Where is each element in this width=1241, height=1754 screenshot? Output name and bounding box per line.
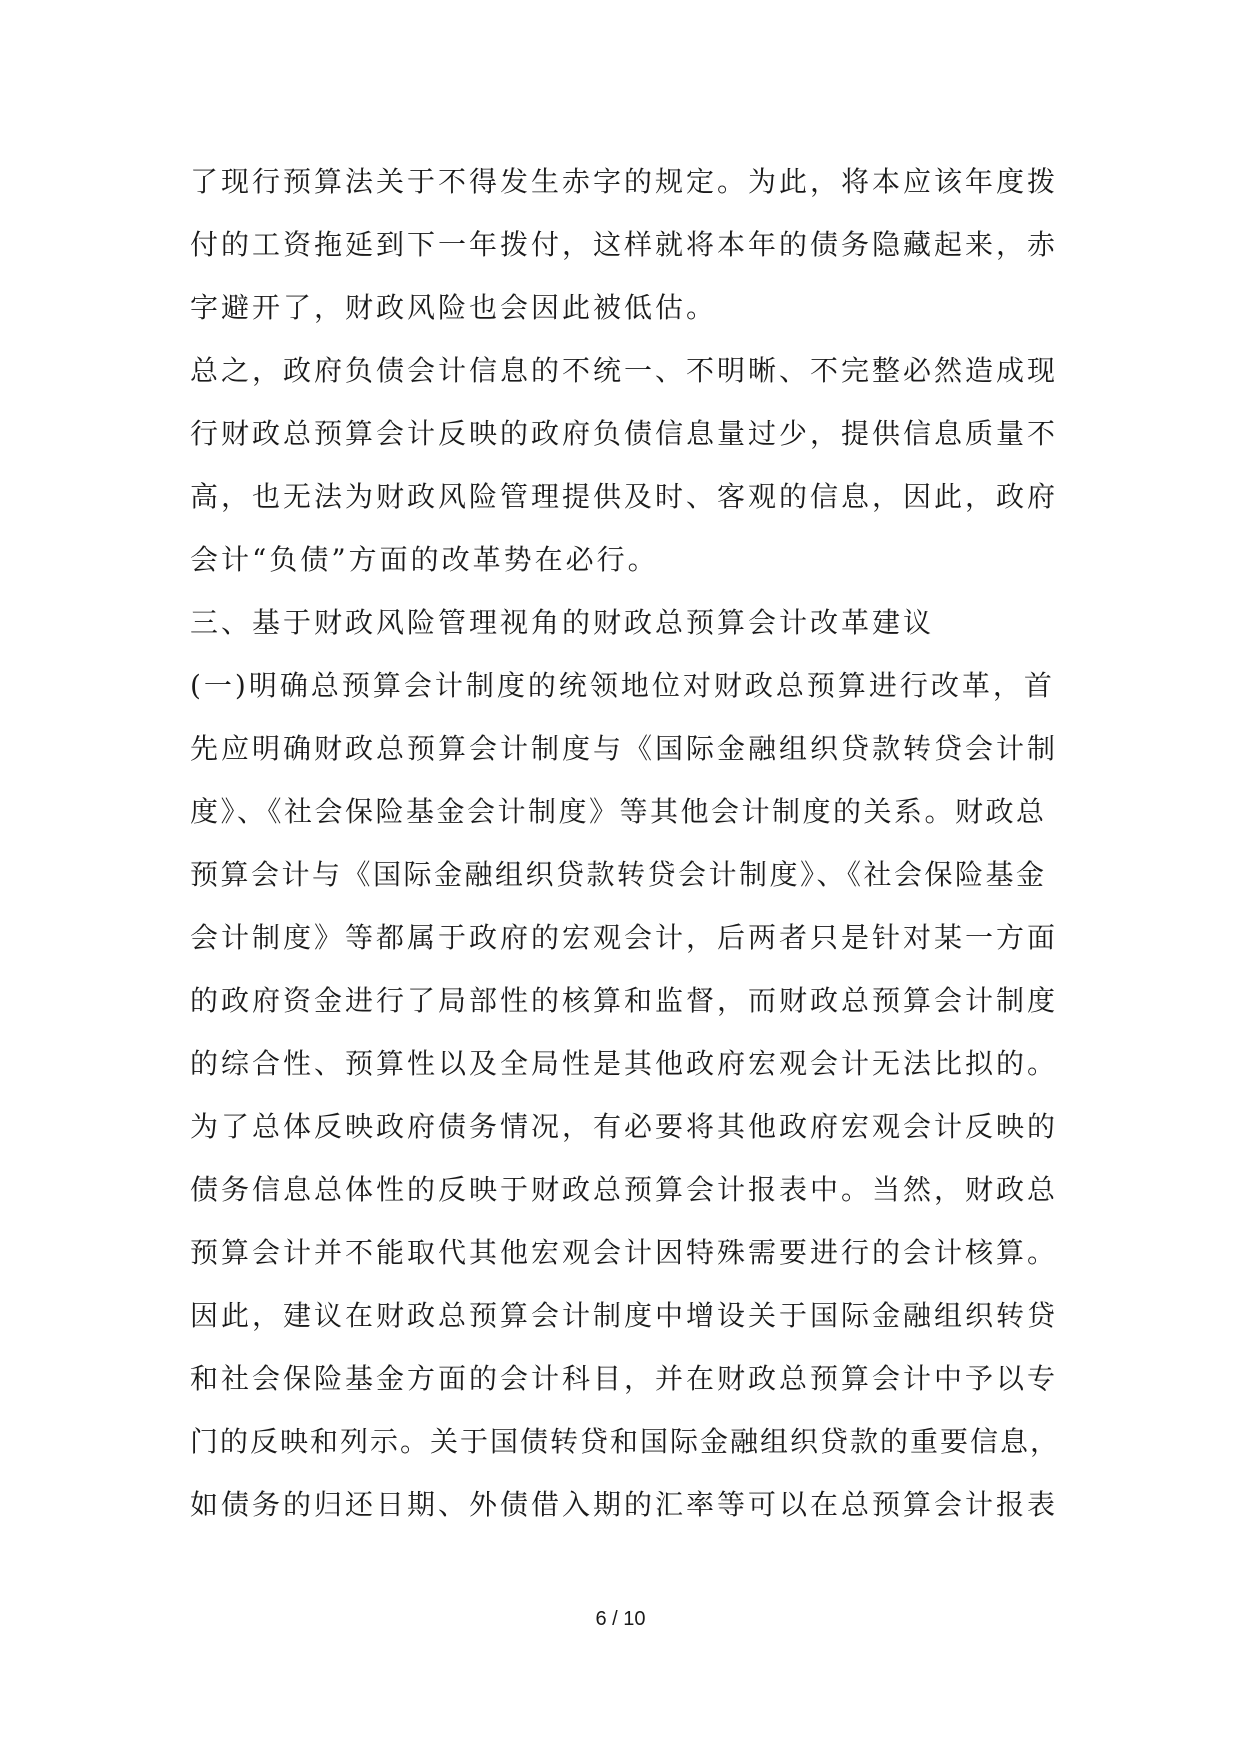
text-line: 因此，建议在财政总预算会计制度中增设关于国际金融组织转贷 xyxy=(190,1299,1059,1332)
text-line: 高，也无法为财政风险管理提供及时、客观的信息，因此，政府 xyxy=(190,480,1059,513)
text-line: 债务信息总体性的反映于财政总预算会计报表中。当然，财政总 xyxy=(190,1173,1059,1206)
text-line: 门的反映和列示。关于国债转贷和国际金融组织贷款的重要信息， xyxy=(190,1425,1061,1458)
text-line: 预算会计并不能取代其他宏观会计因特殊需要进行的会计核算。 xyxy=(190,1236,1059,1269)
text-line: 会计“负债”方面的改革势在必行。 xyxy=(190,543,659,576)
text-line: 会计制度》等都属于政府的宏观会计，后两者只是针对某一方面 xyxy=(190,921,1059,954)
text-line: 和社会保险基金方面的会计科目，并在财政总预算会计中予以专 xyxy=(190,1362,1059,1395)
text-line: 总之，政府负债会计信息的不统一、不明晰、不完整必然造成现 xyxy=(190,354,1059,387)
text-line: 付的工资拖延到下一年拨付，这样就将本年的债务隐藏起来，赤 xyxy=(190,228,1059,261)
section-heading: 三、基于财政风险管理视角的财政总预算会计改革建议 xyxy=(190,606,935,639)
text-line: 的政府资金进行了局部性的核算和监督，而财政总预算会计制度 xyxy=(190,984,1059,1017)
text-line: 的综合性、预算性以及全局性是其他政府宏观会计无法比拟的。 xyxy=(190,1047,1059,1080)
text-line: 字避开了，财政风险也会因此被低估。 xyxy=(190,291,718,324)
text-line: (一)明确总预算会计制度的统领地位对财政总预算进行改革，首 xyxy=(190,669,1055,702)
body-text xyxy=(190,150,1060,1536)
text-line: 行财政总预算会计反映的政府负债信息量过少，提供信息质量不 xyxy=(190,417,1059,450)
text-line: 如债务的归还日期、外债借入期的汇率等可以在总预算会计报表 xyxy=(190,1488,1059,1521)
page-number: 6 / 10 xyxy=(595,1608,646,1630)
text-line: 预算会计与《国际金融组织贷款转贷会计制度》、《社会保险基金 xyxy=(190,858,1047,891)
text-line: 了现行预算法关于不得发生赤字的规定。为此，将本应该年度拨 xyxy=(190,165,1059,198)
text-line: 度》、《社会保险基金会计制度》等其他会计制度的关系。财政总 xyxy=(190,795,1047,828)
text-line: 为了总体反映政府债务情况，有必要将其他政府宏观会计反映的 xyxy=(190,1110,1059,1143)
text-line: 先应明确财政总预算会计制度与《国际金融组织贷款转贷会计制 xyxy=(190,732,1059,765)
